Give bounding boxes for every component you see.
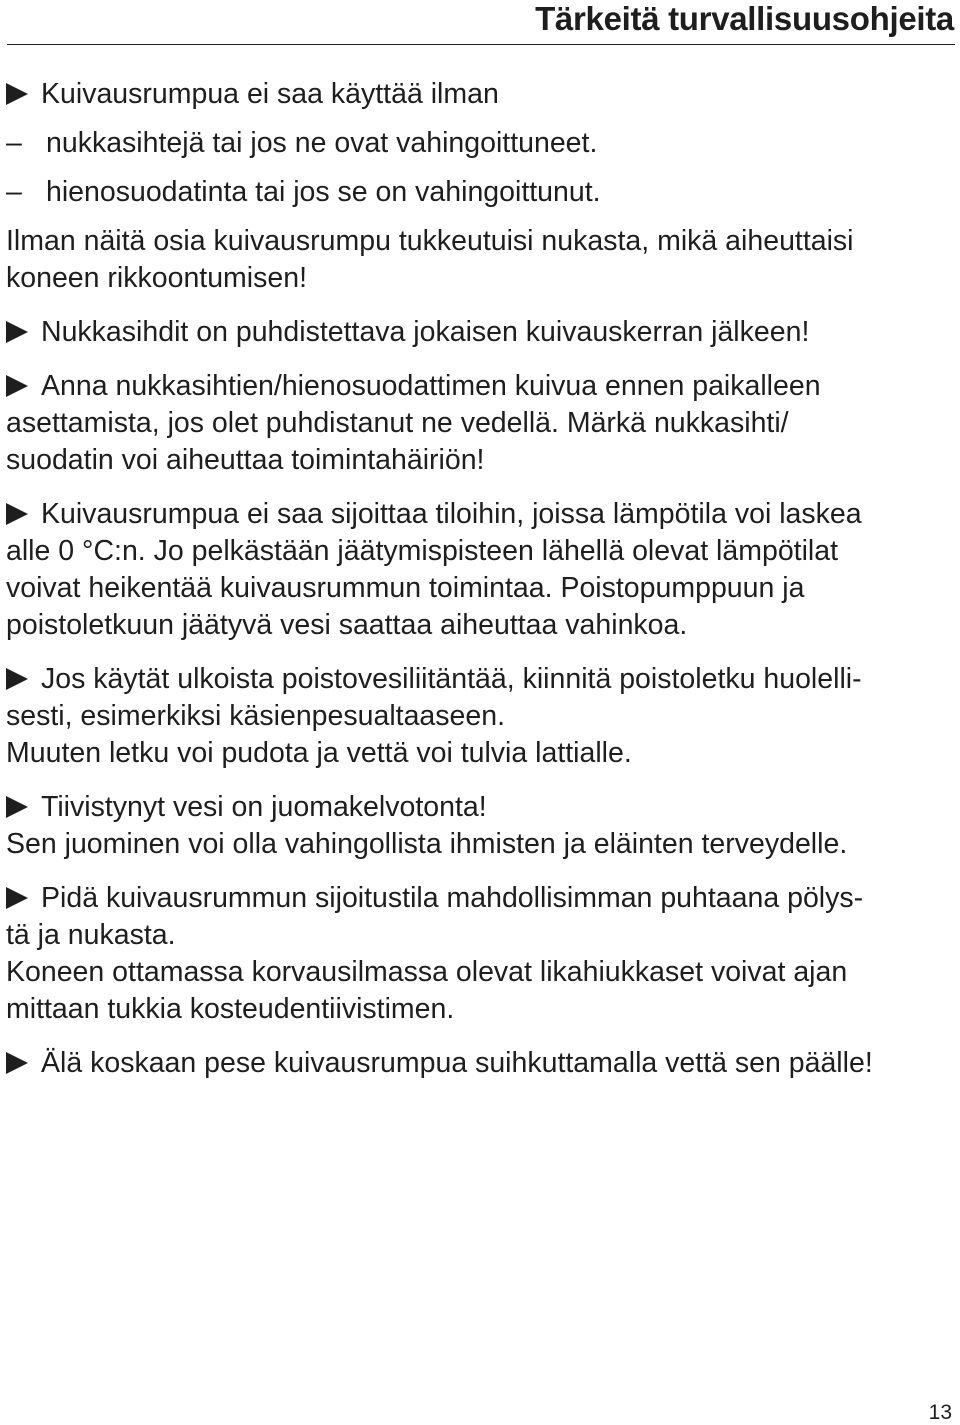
instruction-block-frost [6,496,954,644]
instruction-line: Kuivausrumpua ei saa sijoittaa tiloihin, joissa lämpötila voi laskea [6,496,954,533]
instruction-line: Sen juominen voi olla vahingollista ihmisten ja eläinten terveydelle. [6,828,848,860]
sub-item: – nukkasihtejä tai jos ne ovat vahingoittuneet. [6,125,954,162]
instruction-line: Ilman näitä osia kuivausrumpu tukkeutuisi nukasta, mikä aiheuttaisi [6,225,854,257]
instruction-line: koneen rikkoontumisen! [6,262,308,294]
instruction-line: alle 0 °C:n. Jo pelkästään jäätymispisteen lähellä olevat lämpötilat [6,535,839,567]
instruction-line: tä ja nukasta. [6,919,176,951]
instruction-line: Koneen ottamassa korvausilmassa olevat likahiukkaset voivat ajan [6,956,848,988]
instruction-line: Kuivausrumpua ei saa käyttää ilman [6,76,954,113]
instruction-block-clean-filters [6,314,954,351]
instruction-block-no-spraying [6,1045,954,1082]
safety-instructions [6,76,954,1082]
instruction-block-lint-filters [6,76,954,297]
page-title: Tärkeitä turvallisuusohjeita [535,0,954,37]
instruction-line: Älä koskaan pese kuivausrumpua suihkuttamalla vettä sen päälle! [6,1045,954,1082]
bullet-arrow-icon [6,887,28,909]
instruction-line: Jos käytät ulkoista poistovesiliitäntää, kiinnitä poistoletku huolelli- [6,661,954,698]
bullet-arrow-icon [6,321,28,343]
instruction-block-drain-hose [6,661,954,772]
instruction-line: Pidä kuivausrummun sijoitustila mahdollisimman puhtaana pölys- [6,880,954,917]
page-number: 13 [928,1401,952,1424]
instruction-block-dry-filters [6,368,954,479]
instruction-line: asettamista, jos olet puhdistanut ne vedellä. Märkä nukkasihti/ [6,407,789,439]
instruction-line: Muuten letku voi pudota ja vettä voi tulvia lattialle. [6,737,632,769]
instruction-line: voivat heikentää kuivausrummun toimintaa. Poistopumppuun ja [6,572,805,604]
instruction-line: Nukkasihdit on puhdistettava jokaisen kuivauskerran jälkeen! [6,314,954,351]
bullet-arrow-icon [6,83,28,105]
bullet-arrow-icon [6,796,28,818]
instruction-line: Anna nukkasihtien/hienosuodattimen kuivua ennen paikalleen [6,368,954,405]
bullet-arrow-icon [6,503,28,525]
sub-item: – hienosuodatinta tai jos se on vahingoittunut. [6,174,954,211]
instruction-block-condensed-water [6,789,954,863]
instruction-line: suodatin voi aiheuttaa toimintahäiriön! [6,444,485,476]
header-divider [7,44,955,45]
instruction-line: poistoletkuun jäätyvä vesi saattaa aiheuttaa vahinkoa. [6,609,688,641]
instruction-line: Tiivistynyt vesi on juomakelvotonta! [6,789,954,826]
bullet-arrow-icon [6,668,28,690]
instruction-line: sesti, esimerkiksi käsienpesualtaaseen. [6,700,505,732]
dash-marker: – [6,176,22,208]
instruction-block-dust-free [6,880,954,1028]
bullet-arrow-icon [6,1052,28,1074]
dash-marker: – [6,127,22,159]
instruction-line: mittaan tukkia kosteudentiivistimen. [6,993,455,1025]
bullet-arrow-icon [6,375,28,397]
